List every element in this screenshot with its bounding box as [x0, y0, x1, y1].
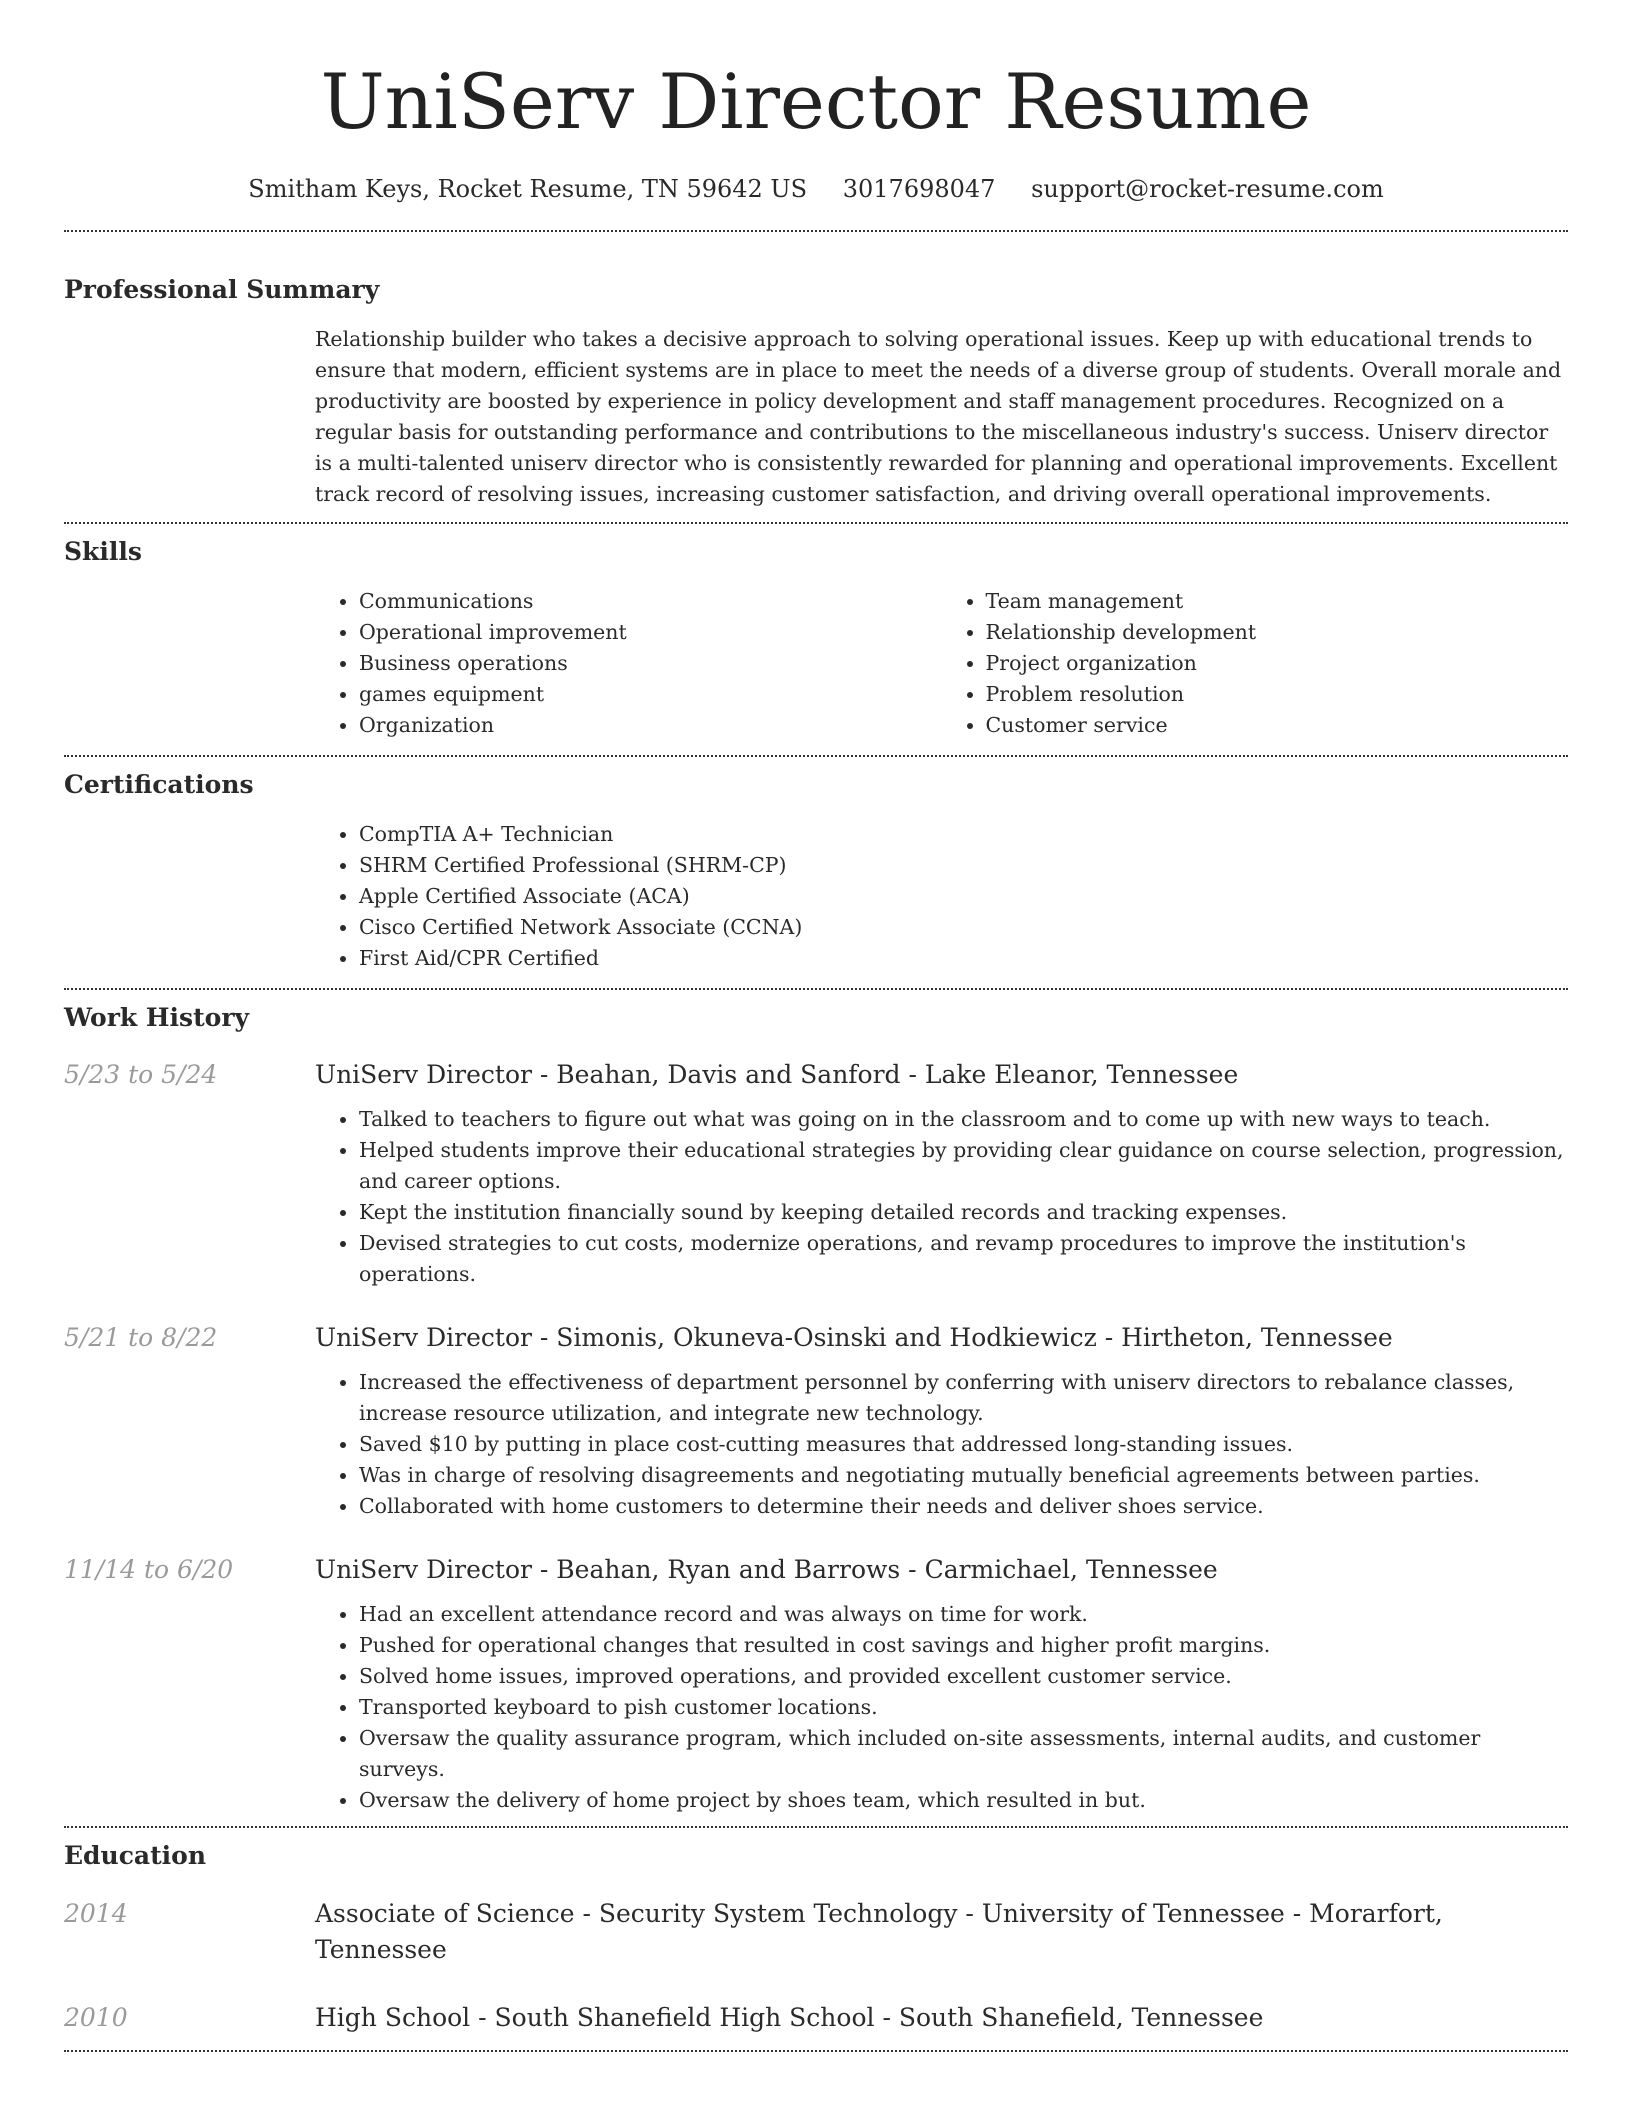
- skill-item: • Project organization: [986, 648, 1569, 679]
- skill-item: • Organization: [359, 710, 942, 741]
- skill-item: • Relationship development: [986, 617, 1569, 648]
- certification-item: • SHRM Certified Professional (SHRM-CP): [359, 850, 1568, 881]
- job-details: [315, 1320, 1568, 1522]
- certification-item: • Apple Certified Associate (ACA): [359, 881, 1568, 912]
- job-bullet: • Oversaw the quality assurance program, which included on-site assessments, internal audits, and customer surveys.: [359, 1723, 1568, 1785]
- certification-item: • Cisco Certified Network Associate (CCNA): [359, 912, 1568, 943]
- summary-text: Relationship builder who takes a decisive approach to solving operational issues. Keep up with educational trends to ensure that modern, efficient systems are in place to meet the needs of a diverse group of students. Overall morale and productivity are boosted by experience in policy development and staff management procedures. Recognized on a regular basis for outstanding performance and contributions to the miscellaneous industry's success. Uniserv director is a multi-talented uniserv director who is consistently rewarded for planning and operational improvements. Excellent track record of resolving issues, increasing customer satisfaction, and driving overall operational improvements.: [315, 327, 1562, 506]
- job-bullet: • Saved $10 by putting in place cost-cutting measures that addressed long-standing issues.: [359, 1429, 1568, 1460]
- skill-item: • games equipment: [359, 679, 942, 710]
- job-bullets: [315, 1104, 1568, 1290]
- job-details: [315, 1552, 1568, 1826]
- skill-item: • Problem resolution: [986, 679, 1569, 710]
- skills-column-left: [315, 586, 942, 741]
- education-date: 2014: [64, 1899, 128, 1928]
- education-title: Associate of Science - Security System Technology - University of Tennessee - Morarfort, Tennessee: [315, 1899, 1443, 1964]
- job-bullet: • Devised strategies to cut costs, modernize operations, and revamp procedures to improve the institution's operations.: [359, 1228, 1568, 1290]
- contact-phone: 3017698047: [842, 175, 996, 203]
- job-date: 5/23 to 5/24: [64, 1060, 218, 1089]
- job-bullet: • Solved home issues, improved operations, and provided excellent customer service.: [359, 1661, 1568, 1692]
- contact-line: [64, 172, 1568, 206]
- job-title: UniServ Director - Beahan, Davis and Sanford - Lake Eleanor, Tennessee: [315, 1060, 1239, 1089]
- education-title: High School - South Shanefield High School - South Shanefield, Tennessee: [315, 2003, 1264, 2032]
- job-bullet: • Transported keyboard to pish customer locations.: [359, 1692, 1568, 1723]
- skill-item: • Operational improvement: [359, 617, 942, 648]
- skills-column-right: [942, 586, 1569, 741]
- education-entry: [64, 1896, 1568, 1968]
- job-entry: [64, 1320, 1568, 1522]
- work-history-section: [64, 990, 1568, 1826]
- resume-title: UniServ Director Resume: [320, 57, 1312, 146]
- job-bullet: • Kept the institution financially sound by keeping detailed records and tracking expenses.: [359, 1197, 1568, 1228]
- certification-item: • First Aid/CPR Certified: [359, 943, 1568, 974]
- contact-address: Smitham Keys, Rocket Resume, TN 59642 US: [248, 175, 808, 203]
- skill-item: • Communications: [359, 586, 942, 617]
- job-title: UniServ Director - Beahan, Ryan and Barrows - Carmichael, Tennessee: [315, 1555, 1218, 1584]
- skill-item: • Customer service: [986, 710, 1569, 741]
- job-date: 5/21 to 8/22: [64, 1323, 218, 1352]
- job-bullet: • Had an excellent attendance record and was always on time for work.: [359, 1599, 1568, 1630]
- job-bullet: • Increased the effectiveness of department personnel by conferring with uniserv directors to rebalance classes, increase resource utilization, and integrate new technology.: [359, 1367, 1568, 1429]
- resume-page: [64, 52, 1568, 2052]
- job-bullet: • Oversaw the delivery of home project by shoes team, which resulted in but.: [359, 1785, 1568, 1816]
- certifications-section: [64, 757, 1568, 988]
- job-date: 11/14 to 6/20: [64, 1555, 234, 1584]
- job-bullets: [315, 1367, 1568, 1522]
- skill-item: • Team management: [986, 586, 1569, 617]
- certification-item: • CompTIA A+ Technician: [359, 819, 1568, 850]
- job-bullet: • Collaborated with home customers to determine their needs and deliver shoes service.: [359, 1491, 1568, 1522]
- skills-heading: Skills: [64, 537, 142, 566]
- certifications-heading: Certifications: [64, 770, 254, 799]
- certifications-ul: [315, 819, 1568, 974]
- skills-section: [64, 524, 1568, 755]
- summary-section: [64, 232, 1568, 522]
- education-date: 2010: [64, 2003, 128, 2032]
- contact-email: support@rocket-resume.com: [1031, 175, 1384, 203]
- job-entry: [64, 1552, 1568, 1826]
- job-bullet: • Talked to teachers to figure out what was going on in the classroom and to come up with new ways to teach.: [359, 1104, 1568, 1135]
- certifications-list: [315, 803, 1568, 988]
- job-details: [315, 1057, 1568, 1290]
- job-title: UniServ Director - Simonis, Okuneva-Osinski and Hodkiewicz - Hirtheton, Tennessee: [315, 1323, 1393, 1352]
- summary-heading: Professional Summary: [64, 275, 380, 304]
- section-divider: [64, 2050, 1568, 2052]
- job-bullets: [315, 1599, 1568, 1826]
- work-history-heading: Work History: [64, 1003, 250, 1032]
- job-bullet: • Helped students improve their educational strategies by providing clear guidance on course selection, progression, and career options.: [359, 1135, 1568, 1197]
- education-heading: Education: [64, 1841, 207, 1870]
- education-section: [64, 1828, 1568, 2050]
- job-bullet: • Pushed for operational changes that resulted in cost savings and higher profit margins.: [359, 1630, 1568, 1661]
- skills-list: [315, 570, 1568, 755]
- skill-item: • Business operations: [359, 648, 942, 679]
- job-entry: [64, 1057, 1568, 1290]
- education-entry: [64, 2000, 1568, 2050]
- job-bullet: • Was in charge of resolving disagreements and negotiating mutually beneficial agreements between parties.: [359, 1460, 1568, 1491]
